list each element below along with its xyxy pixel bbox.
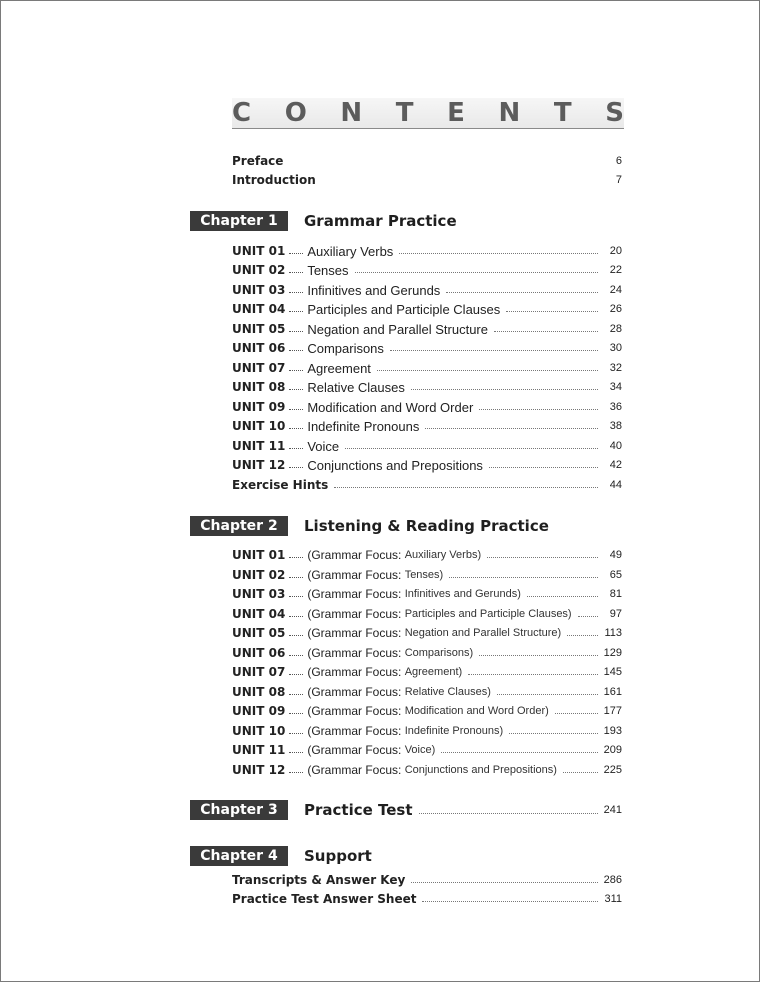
toc-entry-preface[interactable] <box>232 152 622 170</box>
page-number: 34 <box>609 381 622 393</box>
separator-dots <box>289 310 303 312</box>
grammar-focus-prefix: (Grammar Focus: <box>307 724 402 738</box>
leader-dots <box>334 486 598 488</box>
toc-entry-ch2-unit01[interactable] <box>232 546 622 564</box>
leader-dots <box>479 408 598 410</box>
separator-dots <box>289 712 303 714</box>
toc-entry-ch2-unit08[interactable] <box>232 683 622 701</box>
leader-dots <box>377 369 598 371</box>
grammar-focus-prefix: (Grammar Focus: <box>307 665 402 679</box>
page-number: 40 <box>609 440 622 452</box>
unit-number: UNIT 10 <box>232 419 286 433</box>
unit-number: UNIT 05 <box>232 322 286 336</box>
toc-entry-ch2-unit11[interactable] <box>232 741 622 759</box>
page-number: 32 <box>609 362 622 374</box>
title-letter: C <box>232 98 252 128</box>
chapter-badge: Chapter 3 <box>190 800 288 820</box>
unit-title: Participles and Participle Clauses <box>307 301 501 317</box>
toc-entry-introduction[interactable] <box>232 171 622 189</box>
page-number: 7 <box>615 174 622 186</box>
page-number: 24 <box>609 284 622 296</box>
title-letter: T <box>553 98 572 128</box>
toc-entry-ch2-unit02[interactable] <box>232 566 622 584</box>
toc-entry-transcripts[interactable] <box>232 871 622 889</box>
unit-number: UNIT 08 <box>232 380 286 394</box>
separator-dots <box>289 447 303 449</box>
page-number: 311 <box>604 893 622 905</box>
unit-number: UNIT 08 <box>232 685 286 699</box>
separator-dots <box>289 291 303 293</box>
title-underline <box>232 128 624 129</box>
unit-number: UNIT 01 <box>232 244 286 258</box>
page-number: 28 <box>609 323 622 335</box>
separator-dots <box>289 556 303 558</box>
grammar-focus-topic: Indefinite Pronouns) <box>404 725 504 737</box>
toc-entry-ch1-unit01[interactable] <box>232 242 622 260</box>
unit-number: UNIT 02 <box>232 263 286 277</box>
chapter-title: Grammar Practice <box>304 212 457 230</box>
leader-dots <box>399 252 598 254</box>
chapter-badge: Chapter 4 <box>190 846 288 866</box>
unit-number: UNIT 09 <box>232 704 286 718</box>
toc-entry-answer-sheet[interactable] <box>232 890 622 908</box>
page-number: 177 <box>603 705 622 717</box>
unit-number: UNIT 06 <box>232 646 286 660</box>
entry-label: Practice Test Answer Sheet <box>232 892 417 906</box>
grammar-focus-topic: Tenses) <box>404 569 444 581</box>
unit-number: UNIT 04 <box>232 607 286 621</box>
toc-entry-ch1-unit07[interactable] <box>232 359 622 377</box>
separator-dots <box>289 330 303 332</box>
chapter-1-heading[interactable] <box>190 210 610 232</box>
unit-number: UNIT 12 <box>232 458 286 472</box>
leader-dots <box>555 712 598 714</box>
leader-dots <box>425 427 598 429</box>
leader-dots <box>497 693 598 695</box>
page-number: 49 <box>609 549 622 561</box>
unit-number: UNIT 01 <box>232 548 286 562</box>
grammar-focus-prefix: (Grammar Focus: <box>307 685 402 699</box>
unit-number: UNIT 09 <box>232 400 286 414</box>
grammar-focus-topic: Participles and Participle Clauses) <box>404 608 572 620</box>
grammar-focus-prefix: (Grammar Focus: <box>307 763 402 777</box>
separator-dots <box>289 576 303 578</box>
chapter-title: Support <box>304 847 372 865</box>
grammar-focus-topic: Modification and Word Order) <box>404 705 549 717</box>
grammar-focus-prefix: (Grammar Focus: <box>307 548 402 562</box>
leader-dots <box>449 576 598 578</box>
separator-dots <box>289 595 303 597</box>
grammar-focus-topic: Agreement) <box>404 666 463 678</box>
leader-dots <box>489 466 598 468</box>
leader-dots <box>345 447 598 449</box>
contents-title <box>232 98 624 128</box>
title-letter: S <box>605 98 624 128</box>
toc-entry-ch2-unit07[interactable] <box>232 663 622 681</box>
page-number: 44 <box>609 479 622 491</box>
page-number: 193 <box>603 725 622 737</box>
leader-dots <box>441 751 597 753</box>
page-number: 22 <box>609 264 622 276</box>
toc-entry-ch1-unit08[interactable] <box>232 378 622 396</box>
leader-dots <box>419 812 598 814</box>
title-letter: N <box>498 98 521 128</box>
grammar-focus-topic: Infinitives and Gerunds) <box>404 588 521 600</box>
unit-number: UNIT 06 <box>232 341 286 355</box>
separator-dots <box>289 427 303 429</box>
page-number: 30 <box>609 342 622 354</box>
page-number: 97 <box>609 608 622 620</box>
toc-entry-ch2-unit10[interactable] <box>232 722 622 740</box>
leader-dots <box>527 595 598 597</box>
separator-dots <box>289 615 303 617</box>
grammar-focus-prefix: (Grammar Focus: <box>307 743 402 757</box>
toc-entry-ch2-unit12[interactable] <box>232 761 622 779</box>
grammar-focus-prefix: (Grammar Focus: <box>307 646 402 660</box>
chapter-title: Practice Test <box>304 801 413 819</box>
page-number: 6 <box>615 155 622 167</box>
grammar-focus-topic: Conjunctions and Prepositions) <box>404 764 557 776</box>
leader-dots <box>494 330 598 332</box>
leader-dots <box>567 634 598 636</box>
unit-number: UNIT 07 <box>232 361 286 375</box>
unit-number: UNIT 03 <box>232 587 286 601</box>
leader-dots <box>355 271 598 273</box>
leader-dots <box>411 881 597 883</box>
separator-dots <box>289 369 303 371</box>
entry-label: Introduction <box>232 173 316 187</box>
page-number: 145 <box>603 666 622 678</box>
separator-dots <box>289 771 303 773</box>
separator-dots <box>289 732 303 734</box>
toc-entry-ch2-unit04[interactable] <box>232 605 622 623</box>
unit-title: Indefinite Pronouns <box>307 418 420 434</box>
title-letter: T <box>395 98 414 128</box>
unit-number: UNIT 11 <box>232 439 286 453</box>
grammar-focus-prefix: (Grammar Focus: <box>307 587 402 601</box>
page-number: 65 <box>609 569 622 581</box>
toc-entry-ch1-unit11[interactable] <box>232 437 622 455</box>
grammar-focus-topic: Negation and Parallel Structure) <box>404 627 562 639</box>
grammar-focus-prefix: (Grammar Focus: <box>307 607 402 621</box>
toc-entry-ch1-unit05[interactable] <box>232 320 622 338</box>
separator-dots <box>289 673 303 675</box>
unit-number: UNIT 11 <box>232 743 286 757</box>
entry-label: Preface <box>232 154 284 168</box>
unit-title: Voice <box>307 438 340 454</box>
page-number: 209 <box>603 744 622 756</box>
leader-dots <box>563 771 598 773</box>
page-number: 129 <box>603 647 622 659</box>
toc-entry-ch1-unit12[interactable] <box>232 456 622 474</box>
page-number: 81 <box>609 588 622 600</box>
leader-dots <box>578 615 598 617</box>
leader-dots <box>468 673 597 675</box>
page-number: 20 <box>609 245 622 257</box>
separator-dots <box>289 751 303 753</box>
grammar-focus-topic: Auxiliary Verbs) <box>404 549 482 561</box>
toc-entry-ch1-unit02[interactable] <box>232 261 622 279</box>
separator-dots <box>289 634 303 636</box>
chapter-badge: Chapter 2 <box>190 516 288 536</box>
toc-entry-ch2-unit03[interactable] <box>232 585 622 603</box>
toc-entry-ch2-unit05[interactable] <box>232 624 622 642</box>
separator-dots <box>289 388 303 390</box>
unit-title: Auxiliary Verbs <box>307 243 394 259</box>
toc-entry-exercise-hints[interactable] <box>232 476 622 494</box>
toc-entry-ch1-unit10[interactable] <box>232 417 622 435</box>
chapter-4-heading[interactable] <box>190 845 610 867</box>
chapter-title: Listening & Reading Practice <box>304 517 549 535</box>
unit-title: Infinitives and Gerunds <box>307 282 441 298</box>
chapter-2-heading[interactable] <box>190 515 610 537</box>
grammar-focus-topic: Relative Clauses) <box>404 686 491 698</box>
unit-number: UNIT 12 <box>232 763 286 777</box>
chapter-3-heading[interactable] <box>190 799 622 821</box>
separator-dots <box>289 408 303 410</box>
toc-entry-ch1-unit03[interactable] <box>232 281 622 299</box>
separator-dots <box>289 349 303 351</box>
leader-dots <box>506 310 598 312</box>
unit-title: Agreement <box>307 360 371 376</box>
unit-title: Tenses <box>307 262 349 278</box>
leader-dots <box>411 388 598 390</box>
leader-dots <box>422 900 598 902</box>
entry-label: Exercise Hints <box>232 478 329 492</box>
page-number: 225 <box>603 764 622 776</box>
grammar-focus-topic: Voice) <box>404 744 436 756</box>
page-number: 26 <box>609 303 622 315</box>
title-letter: E <box>447 98 465 128</box>
page-number: 113 <box>604 627 622 639</box>
toc-entry-ch1-unit06[interactable] <box>232 339 622 357</box>
unit-number: UNIT 05 <box>232 626 286 640</box>
unit-title: Relative Clauses <box>307 379 405 395</box>
grammar-focus-topic: Comparisons) <box>404 647 474 659</box>
unit-number: UNIT 07 <box>232 665 286 679</box>
page-number: 42 <box>609 459 622 471</box>
toc-entry-ch2-unit06[interactable] <box>232 644 622 662</box>
title-letter: N <box>340 98 363 128</box>
separator-dots <box>289 252 303 254</box>
separator-dots <box>289 271 303 273</box>
unit-number: UNIT 10 <box>232 724 286 738</box>
leader-dots <box>446 291 598 293</box>
grammar-focus-prefix: (Grammar Focus: <box>307 568 402 582</box>
unit-number: UNIT 02 <box>232 568 286 582</box>
leader-dots <box>390 349 598 351</box>
grammar-focus-prefix: (Grammar Focus: <box>307 626 402 640</box>
page-number: 241 <box>603 804 622 816</box>
separator-dots <box>289 466 303 468</box>
unit-title: Modification and Word Order <box>307 399 474 415</box>
chapter-badge: Chapter 1 <box>190 211 288 231</box>
toc-entry-ch2-unit09[interactable] <box>232 702 622 720</box>
separator-dots <box>289 654 303 656</box>
unit-number: UNIT 03 <box>232 283 286 297</box>
separator-dots <box>289 693 303 695</box>
unit-number: UNIT 04 <box>232 302 286 316</box>
page-number: 286 <box>603 874 622 886</box>
entry-label: Transcripts & Answer Key <box>232 873 406 887</box>
leader-dots <box>487 556 598 558</box>
toc-entry-ch1-unit09[interactable] <box>232 398 622 416</box>
unit-title: Comparisons <box>307 340 384 356</box>
leader-dots <box>509 732 598 734</box>
page-number: 161 <box>603 686 622 698</box>
leader-dots <box>479 654 597 656</box>
toc-entry-ch1-unit04[interactable] <box>232 300 622 318</box>
page-number: 36 <box>609 401 622 413</box>
page-number: 38 <box>609 420 622 432</box>
unit-title: Conjunctions and Prepositions <box>307 457 483 473</box>
title-letter: O <box>284 98 307 128</box>
grammar-focus-prefix: (Grammar Focus: <box>307 704 402 718</box>
unit-title: Negation and Parallel Structure <box>307 321 488 337</box>
